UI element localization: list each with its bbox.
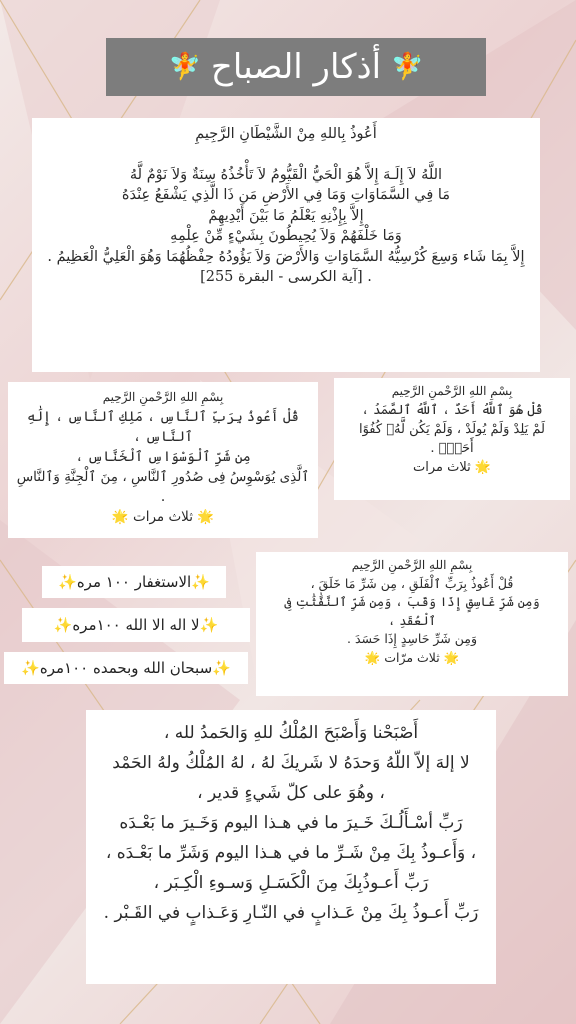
- dua-line: ، وهُوَ على كلّ شَيءٍ قدير ،: [197, 783, 385, 803]
- star-icon: 🌟: [197, 509, 215, 525]
- star-icon: 🌟: [443, 649, 460, 665]
- dhikr-tahlil: ✨ لا اله الا الله ١٠٠مره ✨: [22, 608, 250, 642]
- dhikr-tasbih: ✨ سبحان الله وبحمده ١٠٠مره ✨: [4, 652, 248, 684]
- repeat-count: 🌟 ثلاث مرّات 🌟: [364, 649, 460, 665]
- sparkle-icon: ✨: [212, 659, 231, 677]
- repeat-count: 🌟 ثلاث مرات 🌟: [111, 509, 215, 525]
- morning-dua-card: [86, 710, 496, 984]
- repeat-count: 🌟 ثلاث مرات: [412, 460, 492, 475]
- ayah-reference: . [آية الكرسى - البقرة 255]: [200, 269, 372, 285]
- surah-line: وَمِن شَرِّ حَاسِدٍ إِذَا حَسَدَ .: [347, 631, 477, 646]
- ayah-line: اللَّهُ لاَ إِلَـهَ إِلاَّ هُوَ الْحَيُّ الْقَيُّومُ لاَ تَأْخُذُهُ سِنَةٌ وَلاَ نَوْمٌ لَّهُ: [129, 166, 443, 183]
- surah-line: قُلْ هُوَ ٱللَّهُ أَحَدٌ ، ٱللَّهُ ٱلصَّمَدُ ،: [361, 403, 543, 418]
- fairy-icon: 🧚: [391, 52, 424, 82]
- ayat-kursi-card: [32, 118, 540, 372]
- ayah-line: مَا فِي السَّمَاوَاتِ وَمَا فِي الأَرْضِ مَن ذَا الَّذِي يَشْفَعُ عِنْدَهُ: [121, 187, 451, 203]
- dua-line: أَصْبَحْنا وَأَصْبَحَ المُلْكُ للهِ وَالحَمدُ لله ،: [163, 723, 419, 743]
- sparkle-icon: ✨: [191, 573, 210, 591]
- star-icon: 🌟: [474, 460, 492, 475]
- dua-line: رَبِّ أَعـوذُبِكَ مِنَ الْكَسَـلِ وَسـوءِ الْكِـبَر ،: [153, 873, 429, 893]
- ayah-line: إِلاَّ بِإِذْنِهِ يَعْلَمُ مَا بَيْنَ أَيْدِيهِمْ: [208, 207, 364, 224]
- surah-line: ٱلَّذِى يُوَسْوِسُ فِى صُدُورِ ٱلنَّاسِ ، مِنَ ٱلْجِنَّةِ وَٱلنَّاسِ .: [16, 469, 310, 505]
- star-icon: 🌟: [364, 649, 381, 665]
- sparkle-icon: ✨: [21, 659, 40, 677]
- star-icon: 🌟: [111, 509, 129, 525]
- dua-line: رَبِّ أسْـأَلُـكَ خَـيرَ ما في هـذا اليوم وَخَـيرَ ما بَعْـدَه: [119, 813, 463, 833]
- istiadha-text: أَعُوذُ بِاللهِ مِنْ الشَّيْطَانِ الرَّجِيمِ: [195, 126, 377, 142]
- sparkle-icon: ✨: [58, 573, 77, 591]
- title-text: أذكار الصباح: [210, 47, 382, 87]
- dua-line: لا إلهَ إلاّ اللّهُ وَحدَهُ لا شَريكَ لهُ ، لهُ المُلْكُ ولهُ الحَمْد: [112, 753, 470, 773]
- basmala-text: بِسْمِ اللهِ الرَّحْمنِ الرَّحِيم: [102, 390, 224, 404]
- basmala-text: بِسْمِ اللهِ الرَّحْمنِ الرَّحِيم: [351, 558, 473, 572]
- surah-line: مِن شَرِّ ٱلْوَسْوَاسِ ٱلْخَنَّاسِ ،: [75, 449, 251, 465]
- basmala-text: بِسْمِ اللهِ الرَّحْمنِ الرَّحِيم: [391, 384, 513, 398]
- surah-line: قُلْ أَعُوذُ بِرَبِّ ٱلنَّاسِ ، مَلِكِ ٱلنَّاسِ ، إِلَٰهِ ٱلنَّاسِ ،: [27, 409, 299, 445]
- page-title: [106, 38, 486, 96]
- nas-card: [8, 382, 318, 538]
- surah-line: وَمِن شَرِّ غَاسِقٍ إِذَا وَقَبَ ، وَمِن شَرِّ ٱلنَّفَّٰثَٰتِ فِى ٱلْعُقَدِ ،: [284, 594, 540, 628]
- dua-line: رَبِّ أَعـوذُ بِكَ مِنْ عَـذابٍ في النّـارِ وَعَـذابٍ في القَـبْر .: [103, 903, 479, 923]
- falaq-card: [256, 552, 568, 696]
- dhikr-istighfar: ✨ الاستغفار ١٠٠ مره ✨: [42, 566, 226, 598]
- sparkle-icon: ✨: [199, 616, 219, 634]
- surah-line: لَمْ يَلِدْ وَلَمْ يُولَدْ ، وَلَمْ يَكُن لَّهُۥ كُفُوًا أَحَدٌۢ .: [358, 422, 546, 456]
- fairy-icon: 🧚: [168, 52, 201, 82]
- dua-line: ، وَأَعـوذُ بِكَ مِنْ شَـرِّ ما في هـذا اليوم وَشَرِّ ما بَعْـدَه ،: [105, 843, 477, 863]
- sparkle-icon: ✨: [53, 616, 73, 634]
- surah-line: قُلْ أَعُوذُ بِرَبِّ ٱلْفَلَقِ ، مِن شَرِّ مَا خَلَقَ ،: [310, 575, 514, 591]
- ikhlas-card: [334, 378, 570, 500]
- ayah-line: إِلاَّ بِمَا شَاء وَسِعَ كُرْسِيُّهُ السَّمَاوَاتِ وَالأَرْضَ وَلاَ يَؤُودُهُ حِفْظُهُمَا وَهُوَ الْعَلِيُّ الْعَظِيمُ .: [47, 248, 525, 265]
- ayah-line: وَمَا خَلْفَهُمْ وَلاَ يُحِيطُونَ بِشَيْءٍ مِّنْ عِلْمِهِ: [170, 228, 402, 244]
